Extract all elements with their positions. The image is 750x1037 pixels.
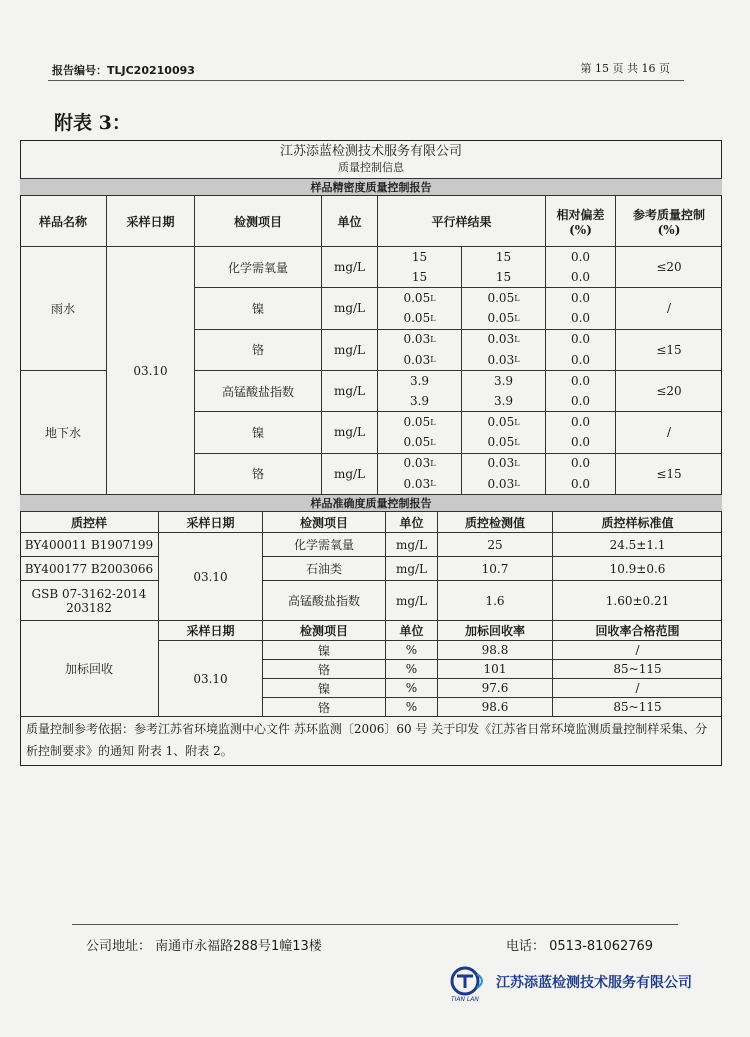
parallel-value-a-num: 0.03 xyxy=(403,332,431,347)
spike-range: 85~115 xyxy=(552,697,722,716)
parallel-value-b xyxy=(461,287,545,308)
parallel-value-a xyxy=(377,432,461,453)
parallel-value-b xyxy=(461,329,545,350)
qc-unit-1: mg/L xyxy=(385,532,437,556)
detection-limit-flag: L xyxy=(430,355,436,365)
header-qc-unit: 单位 xyxy=(385,512,437,532)
qc-reference-note: 质量控制参考依据：参考江苏省环境监测中心文件 苏环监测〔2006〕60 号 关于印发《江苏省日常环境监测质量控制样采集、分析控制要求》的通知 附表 1、附表 2。 xyxy=(26,722,708,758)
spike-date: 03.10 xyxy=(158,640,262,716)
precision-item: 化学需氧量 xyxy=(194,246,321,287)
precision-reference: / xyxy=(615,287,722,328)
appendix-title: 附表 3： xyxy=(54,112,131,134)
spike-value: 98.6 xyxy=(437,697,552,716)
header-divider xyxy=(48,80,684,81)
qc-standard-3: 1.60±0.21 xyxy=(552,580,722,620)
ref-ctrl-unit: (%) xyxy=(657,222,681,237)
detection-limit-flag: L xyxy=(514,417,520,427)
parallel-value-a-num: 0.03 xyxy=(403,456,431,471)
company-name: 江苏添蓝检测技术服务有限公司 xyxy=(496,975,692,991)
header-unit: 单位 xyxy=(321,196,377,246)
relative-deviation: 0.0 xyxy=(545,349,615,370)
header-spike-unit: 单位 xyxy=(385,620,437,640)
spike-label: 加标回收 xyxy=(20,620,158,716)
parallel-value-a-num: 0.03 xyxy=(403,476,431,491)
precision-reference: / xyxy=(615,411,722,452)
relative-deviation: 0.0 xyxy=(545,473,615,494)
company-logo-icon xyxy=(447,966,491,996)
precision-reference: ≤15 xyxy=(615,329,722,370)
parallel-value-a-num: 3.9 xyxy=(409,393,430,408)
detection-limit-flag: L xyxy=(514,479,520,489)
spike-unit: % xyxy=(385,697,437,716)
spike-range: / xyxy=(552,640,722,659)
qc-standard-1: 24.5±1.1 xyxy=(552,532,722,556)
spike-range: 85~115 xyxy=(552,659,722,678)
parallel-value-a-num: 0.05 xyxy=(403,415,431,430)
parallel-value-a xyxy=(377,246,461,267)
parallel-value-b-num: 15 xyxy=(495,249,512,264)
relative-deviation: 0.0 xyxy=(545,453,615,474)
header-spike-date: 采样日期 xyxy=(158,620,262,640)
ref-ctrl-label: 参考质量控制 xyxy=(632,207,705,222)
parallel-value-a xyxy=(377,349,461,370)
parallel-value-a xyxy=(377,267,461,288)
precision-band: 样品精密度质量控制报告 xyxy=(20,178,722,196)
header-spike-item: 检测项目 xyxy=(262,620,385,640)
relative-deviation: 0.0 xyxy=(545,329,615,350)
qc-item-1: 化学需氧量 xyxy=(262,532,385,556)
parallel-value-b-num: 15 xyxy=(495,269,512,284)
spike-item: 铬 xyxy=(262,697,385,716)
parallel-value-a xyxy=(377,453,461,474)
precision-unit: mg/L xyxy=(321,411,377,452)
detection-limit-flag: L xyxy=(430,437,436,447)
parallel-value-b xyxy=(461,308,545,329)
parallel-value-b-num: 0.05 xyxy=(487,291,515,306)
qc-value-1: 25 xyxy=(437,532,552,556)
header-test-item: 检测项目 xyxy=(194,196,321,246)
relative-deviation: 0.0 xyxy=(545,308,615,329)
spike-value: 98.8 xyxy=(437,640,552,659)
precision-unit: mg/L xyxy=(321,453,377,494)
detection-limit-flag: L xyxy=(430,417,436,427)
parallel-value-b-num: 0.05 xyxy=(487,435,515,450)
relative-deviation: 0.0 xyxy=(545,246,615,267)
qc-sample-2: BY400177 B2003066 xyxy=(20,556,158,580)
precision-item: 高锰酸盐指数 xyxy=(194,370,321,411)
parallel-value-b xyxy=(461,246,545,267)
spike-item: 镍 xyxy=(262,640,385,659)
report-number: 报告编号：TLJC20210093 xyxy=(52,64,195,77)
detection-limit-flag: L xyxy=(514,458,520,468)
relative-deviation: 0.0 xyxy=(545,411,615,432)
parallel-value-a xyxy=(377,308,461,329)
parallel-value-b-num: 3.9 xyxy=(493,393,514,408)
rel-dev-label: 相对偏差 xyxy=(556,207,605,222)
parallel-value-b xyxy=(461,370,545,391)
parallel-value-a-num: 15 xyxy=(411,249,428,264)
precision-reference: ≤20 xyxy=(615,370,722,411)
detection-limit-flag: L xyxy=(514,355,520,365)
qc-sample-3-line2: 203182 xyxy=(66,600,112,615)
detection-limit-flag: L xyxy=(514,293,520,303)
qc-sample-3 xyxy=(20,580,158,620)
header-qc-sample: 质控样 xyxy=(70,515,107,530)
detection-limit-flag: L xyxy=(430,458,436,468)
header-sample-name: 样品名称 xyxy=(38,214,87,229)
parallel-value-a-num: 3.9 xyxy=(409,373,430,388)
accuracy-band: 样品准确度质量控制报告 xyxy=(20,494,722,512)
qc-sample-3-line1: GSB 07-3162-2014 xyxy=(31,586,147,601)
page-info: 第 15 页 共 16 页 xyxy=(580,62,670,75)
parallel-value-a-num: 0.05 xyxy=(403,435,431,450)
sample-groundwater: 地下水 xyxy=(20,370,106,494)
header-qc-date: 采样日期 xyxy=(158,512,262,532)
parallel-value-a xyxy=(377,473,461,494)
detection-limit-flag: L xyxy=(430,334,436,344)
qc-sample-1: BY400011 B1907199 xyxy=(20,532,158,556)
parallel-value-a xyxy=(377,411,461,432)
relative-deviation: 0.0 xyxy=(545,267,615,288)
parallel-value-a xyxy=(377,287,461,308)
relative-deviation: 0.0 xyxy=(545,370,615,391)
parallel-value-b xyxy=(461,453,545,474)
parallel-value-a xyxy=(377,391,461,412)
parallel-value-b xyxy=(461,473,545,494)
qc-item-3: 高锰酸盐指数 xyxy=(262,580,385,620)
precision-date: 03.10 xyxy=(106,246,194,494)
note-divider xyxy=(20,716,722,717)
relative-deviation: 0.0 xyxy=(545,432,615,453)
company-phone: 电话： 0513-81062769 xyxy=(506,939,654,954)
spike-unit: % xyxy=(385,678,437,697)
spike-value: 97.6 xyxy=(437,678,552,697)
header-spike-range: 回收率合格范围 xyxy=(552,620,722,640)
rel-dev-unit: (%) xyxy=(569,222,592,237)
header-spike-value: 加标回收率 xyxy=(437,620,552,640)
qc-value-3: 1.6 xyxy=(437,580,552,620)
qc-unit-3: mg/L xyxy=(385,580,437,620)
detection-limit-flag: L xyxy=(514,313,520,323)
detection-limit-flag: L xyxy=(514,437,520,447)
header-reference-control xyxy=(615,196,722,246)
table-subtitle: 质量控制信息 xyxy=(338,161,404,174)
parallel-value-a-num: 0.05 xyxy=(403,311,431,326)
parallel-value-a-num: 0.05 xyxy=(403,291,431,306)
precision-item: 铬 xyxy=(194,329,321,370)
parallel-value-a-num: 15 xyxy=(411,269,428,284)
spike-unit: % xyxy=(385,640,437,659)
spike-unit: % xyxy=(385,659,437,678)
detection-limit-flag: L xyxy=(430,293,436,303)
spike-range: / xyxy=(552,678,722,697)
precision-reference: ≤20 xyxy=(615,246,722,287)
sample-rain: 雨水 xyxy=(20,246,106,370)
header-parallel-result: 平行样结果 xyxy=(377,196,545,246)
header-qc-value: 质控检测值 xyxy=(437,512,552,532)
logo-subtitle: TIAN LAN xyxy=(451,996,479,1003)
parallel-value-b xyxy=(461,411,545,432)
detection-limit-flag: L xyxy=(514,334,520,344)
precision-unit: mg/L xyxy=(321,329,377,370)
footer-divider xyxy=(72,924,678,925)
parallel-value-b-num: 0.03 xyxy=(487,456,515,471)
precision-item: 镍 xyxy=(194,411,321,452)
precision-reference: ≤15 xyxy=(615,453,722,494)
header-qc-standard: 质控样标准值 xyxy=(552,512,722,532)
table-title: 江苏添蓝检测技术服务有限公司 xyxy=(279,143,462,159)
spike-value: 101 xyxy=(437,659,552,678)
qc-standard-2: 10.9±0.6 xyxy=(552,556,722,580)
parallel-value-a xyxy=(377,329,461,350)
parallel-value-a-num: 0.03 xyxy=(403,352,431,367)
qc-value-2: 10.7 xyxy=(437,556,552,580)
qc-item-2: 石油类 xyxy=(262,556,385,580)
parallel-value-b xyxy=(461,391,545,412)
precision-unit: mg/L xyxy=(321,287,377,328)
relative-deviation: 0.0 xyxy=(545,391,615,412)
header-sampling-date: 采样日期 xyxy=(106,196,194,246)
precision-item: 铬 xyxy=(194,453,321,494)
parallel-value-b-num: 0.05 xyxy=(487,311,515,326)
spike-item: 铬 xyxy=(262,659,385,678)
parallel-value-b-num: 0.03 xyxy=(487,476,515,491)
parallel-value-b-num: 0.03 xyxy=(487,352,515,367)
parallel-value-b-num: 0.03 xyxy=(487,332,515,347)
parallel-value-b xyxy=(461,432,545,453)
qc-date: 03.10 xyxy=(158,532,262,620)
parallel-value-b-num: 0.05 xyxy=(487,415,515,430)
parallel-value-b-num: 3.9 xyxy=(493,373,514,388)
qc-unit-2: mg/L xyxy=(385,556,437,580)
header-relative-deviation xyxy=(545,196,615,246)
parallel-value-b xyxy=(461,349,545,370)
precision-item: 镍 xyxy=(194,287,321,328)
detection-limit-flag: L xyxy=(430,479,436,489)
header-qc-item: 检测项目 xyxy=(262,512,385,532)
precision-unit: mg/L xyxy=(321,370,377,411)
detection-limit-flag: L xyxy=(430,313,436,323)
relative-deviation: 0.0 xyxy=(545,287,615,308)
precision-unit: mg/L xyxy=(321,246,377,287)
company-address: 公司地址： 南通市永福路288号1幢13楼 xyxy=(86,939,322,954)
parallel-value-a xyxy=(377,370,461,391)
spike-item: 镍 xyxy=(262,678,385,697)
parallel-value-b xyxy=(461,267,545,288)
